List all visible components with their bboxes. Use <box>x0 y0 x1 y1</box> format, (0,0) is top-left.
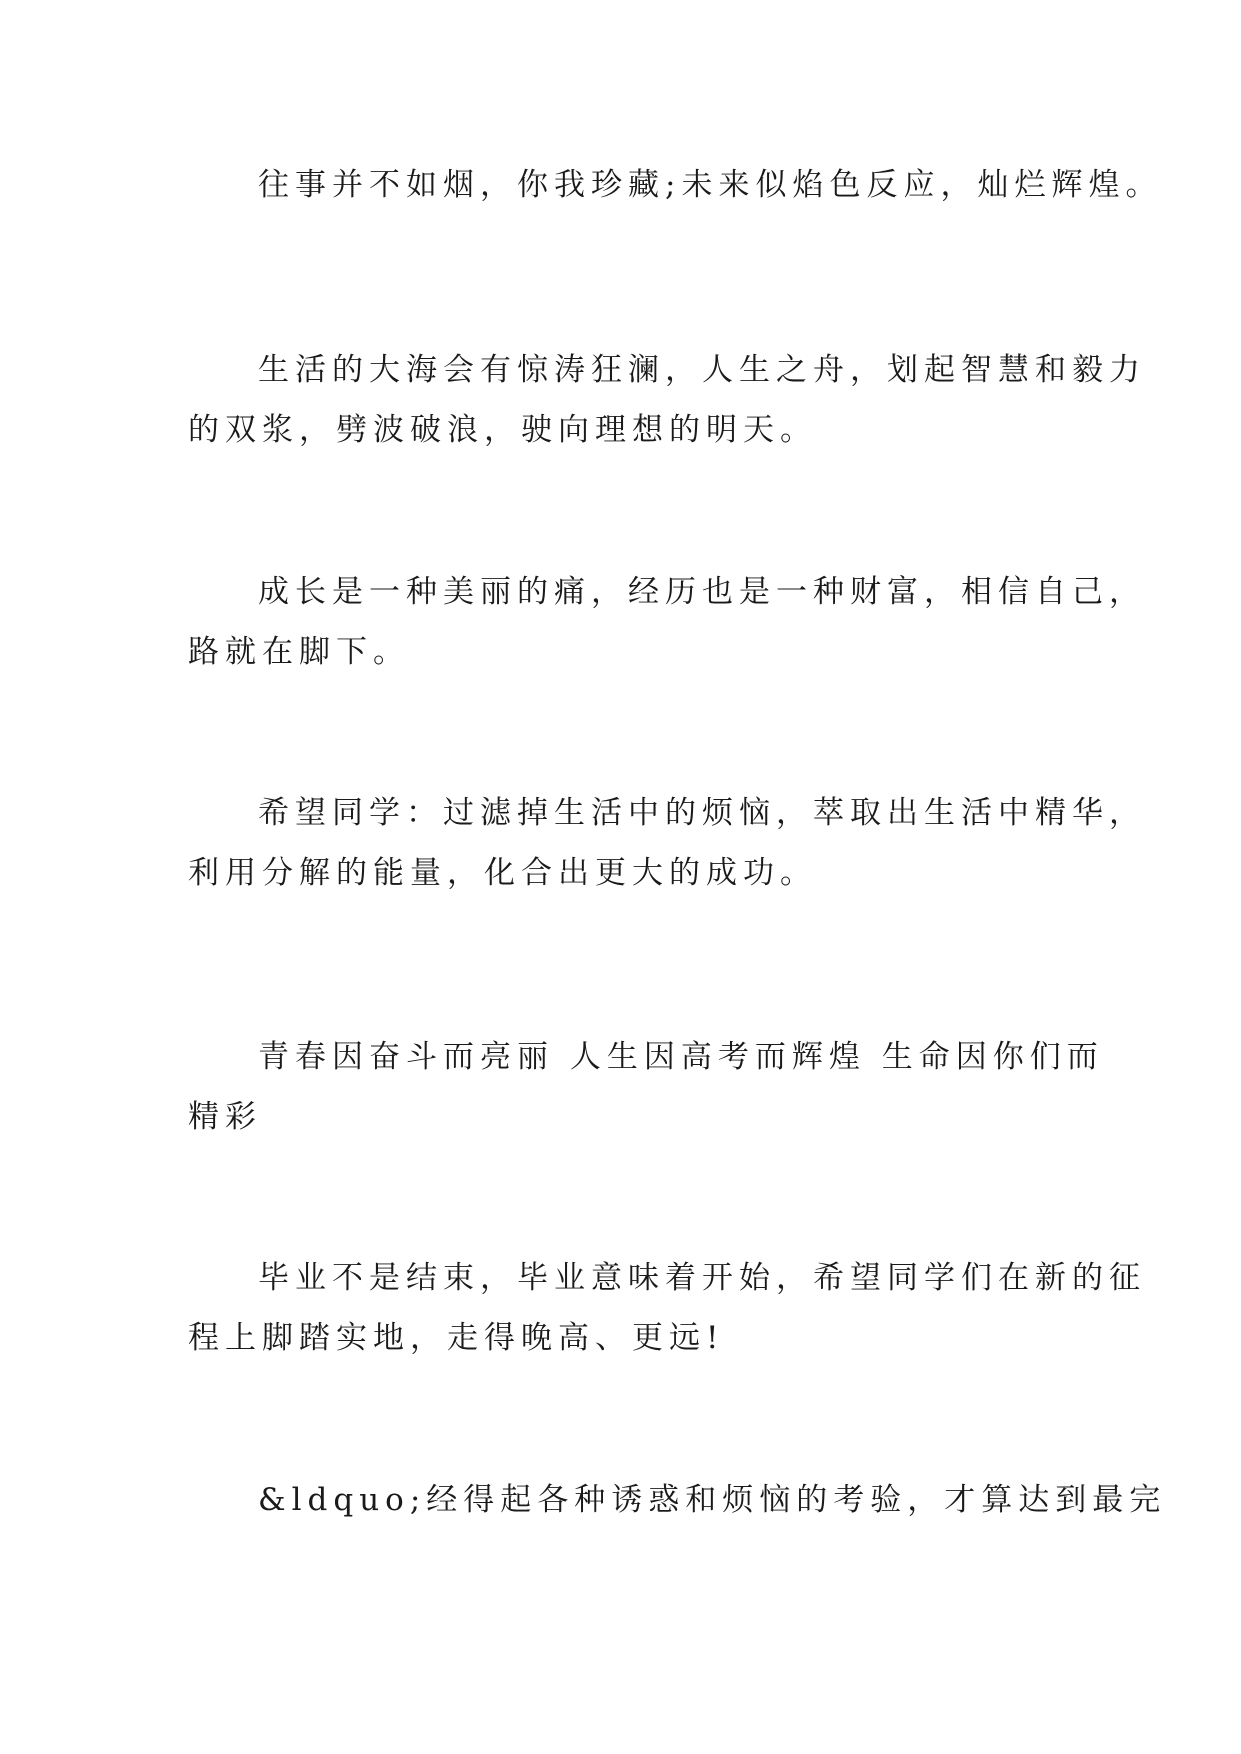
paragraph-line: 往事并不如烟，你我珍藏;未来似焰色反应，灿烂辉煌。 <box>258 167 1163 203</box>
paragraph-line: 希望同学：过滤掉生活中的烦恼，萃取出生活中精华， <box>258 795 1146 831</box>
paragraph-7 <box>188 1470 1167 1530</box>
paragraph-line: 利用分解的能量，化合出更大的成功。 <box>188 855 817 891</box>
paragraph-1 <box>188 155 1163 215</box>
paragraph-line: 路就在脚下。 <box>188 634 410 670</box>
paragraph-3 <box>188 562 1146 682</box>
paragraph-line: 精彩 <box>188 1099 262 1135</box>
paragraph-line: 的双浆，劈波破浪，驶向理想的明天。 <box>188 412 817 448</box>
paragraph-line: 毕业不是结束，毕业意味着开始，希望同学们在新的征 <box>258 1260 1146 1296</box>
paragraph-line: &ldquo;经得起各种诱惑和烦恼的考验，才算达到最完 <box>258 1482 1167 1518</box>
paragraph-line: 成长是一种美丽的痛，经历也是一种财富，相信自己， <box>258 574 1146 610</box>
paragraph-line: 生活的大海会有惊涛狂澜，人生之舟，划起智慧和毅力 <box>258 352 1146 388</box>
paragraph-6 <box>188 1248 1146 1368</box>
paragraph-line: 青春因奋斗而亮丽 人生因高考而辉煌 生命因你们而 <box>258 1039 1104 1075</box>
paragraph-4 <box>188 783 1146 903</box>
paragraph-2 <box>188 340 1146 460</box>
paragraph-line: 程上脚踏实地，走得晚高、更远! <box>188 1320 725 1356</box>
paragraph-5 <box>188 1027 1104 1147</box>
